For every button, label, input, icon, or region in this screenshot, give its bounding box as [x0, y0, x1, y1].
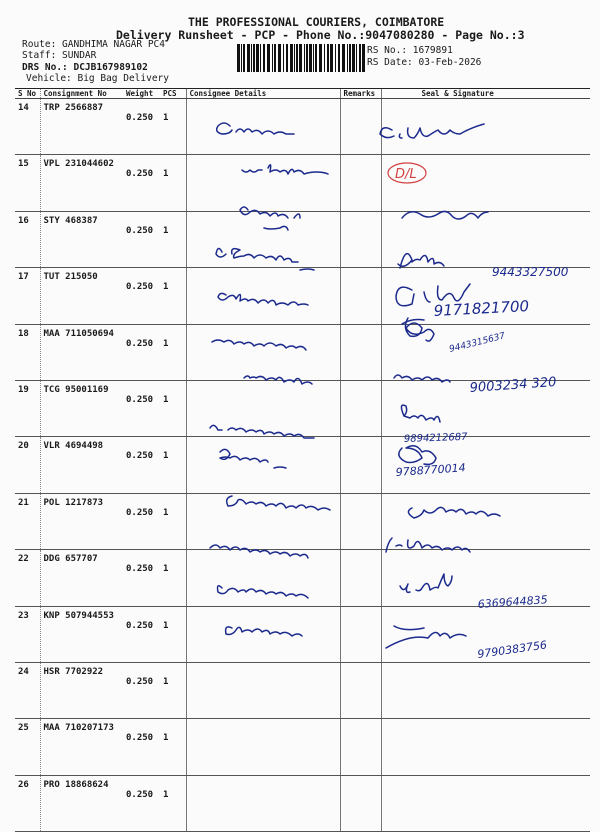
- cell-sno: 19: [15, 380, 40, 436]
- phone-20: 9003234 320: [469, 374, 557, 396]
- cell-sno: 14: [15, 99, 40, 155]
- cell-pcs: 1: [160, 662, 186, 718]
- cell-weight: 0.250: [123, 493, 160, 549]
- cell-sno: 17: [15, 268, 40, 324]
- rs-no-label: RS No.: 1679891: [367, 45, 453, 56]
- cell-consignment: PRO 18868624: [40, 775, 123, 831]
- col-consignee: Consignee Details: [186, 89, 340, 99]
- cell-pcs: 1: [160, 99, 186, 155]
- cell-pcs: 1: [160, 268, 186, 324]
- cell-consignment: HSR 7702922: [40, 662, 123, 718]
- cell-consignment: VPL 231044602: [40, 155, 123, 211]
- remarks-stamp: [388, 163, 426, 183]
- cell-weight: 0.250: [123, 437, 160, 493]
- cell-weight: 0.250: [123, 606, 160, 662]
- staff-label: Staff: SUNDAR: [22, 50, 97, 61]
- cell-consignment: VLR 4694498: [40, 437, 123, 493]
- cell-pcs: 1: [160, 155, 186, 211]
- cell-weight: 0.250: [123, 324, 160, 380]
- cell-pcs: 1: [160, 775, 186, 831]
- cell-sno: 24: [15, 662, 40, 718]
- cell-sno: 15: [15, 155, 40, 211]
- drs-label: DRS No.: DCJB167989102: [22, 62, 148, 73]
- cell-pcs: 1: [160, 437, 186, 493]
- phone-19: 9443315637: [448, 331, 507, 355]
- cell-pcs: 1: [160, 550, 186, 606]
- cell-sno: 21: [15, 493, 40, 549]
- cell-sno: 18: [15, 324, 40, 380]
- col-consignment: Consignment No: [40, 89, 123, 99]
- col-weight: Weight: [123, 89, 160, 99]
- cell-weight: 0.250: [123, 719, 160, 775]
- cell-consignment: MAA 711050694: [40, 324, 123, 380]
- phone-18: 9171821700: [433, 297, 530, 320]
- cell-pcs: 1: [160, 211, 186, 267]
- cell-consignment: KNP 507944553: [40, 606, 123, 662]
- runsheet-title: Delivery Runsheet - PCP - Phone No.:9047080280 - Page No.:3: [116, 28, 525, 42]
- cell-weight: 0.250: [123, 155, 160, 211]
- col-sno: S No: [15, 89, 40, 99]
- cell-consignment: TCG 95001169: [40, 380, 123, 436]
- phone-26: 9790383756: [476, 638, 548, 661]
- cell-pcs: 1: [160, 606, 186, 662]
- cell-pcs: 1: [160, 380, 186, 436]
- consignee-handwriting: [210, 123, 330, 636]
- cell-consignment: TUT 215050: [40, 268, 123, 324]
- cell-consignment: DDG 657707: [40, 550, 123, 606]
- route-label: Route: GANDHIMA NAGAR PC4: [22, 39, 165, 50]
- cell-sno: 25: [15, 719, 40, 775]
- cell-sno: 22: [15, 550, 40, 606]
- cell-weight: 0.250: [123, 550, 160, 606]
- cell-sno: 23: [15, 606, 40, 662]
- cell-consignment: TRP 2566887: [40, 99, 123, 155]
- col-signature: Seal & Signature: [381, 89, 590, 99]
- cell-weight: 0.250: [123, 268, 160, 324]
- cell-pcs: 1: [160, 493, 186, 549]
- vehicle-label: Vehicle: Big Bag Delivery: [26, 73, 169, 84]
- phone-17: 9443327500: [492, 265, 569, 279]
- cell-weight: 0.250: [123, 775, 160, 831]
- col-pcs: PCS: [160, 89, 186, 99]
- rs-date-label: RS Date: 03-Feb-2026: [367, 57, 482, 68]
- cell-sno: 26: [15, 775, 40, 831]
- company-title: THE PROFESSIONAL COURIERS, COIMBATORE: [188, 15, 445, 29]
- cell-weight: 0.250: [123, 380, 160, 436]
- phone-25: 6369644835: [477, 593, 549, 611]
- cell-sno: 16: [15, 211, 40, 267]
- phone-22: 9788770014: [395, 461, 467, 479]
- cell-pcs: 1: [160, 324, 186, 380]
- col-remarks: Remarks: [340, 89, 381, 99]
- cell-consignment: MAA 710207173: [40, 719, 123, 775]
- handwritten-phone-numbers: [395, 265, 568, 661]
- cell-weight: 0.250: [123, 662, 160, 718]
- cell-weight: 0.250: [123, 211, 160, 267]
- cell-weight: 0.250: [123, 99, 160, 155]
- cell-consignment: STY 468387: [40, 211, 123, 267]
- cell-consignment: POL 1217873: [40, 493, 123, 549]
- cell-pcs: 1: [160, 719, 186, 775]
- phone-21: 9894212687: [403, 431, 468, 445]
- dl-stamp-text: D/L: [395, 167, 417, 182]
- cell-sno: 20: [15, 437, 40, 493]
